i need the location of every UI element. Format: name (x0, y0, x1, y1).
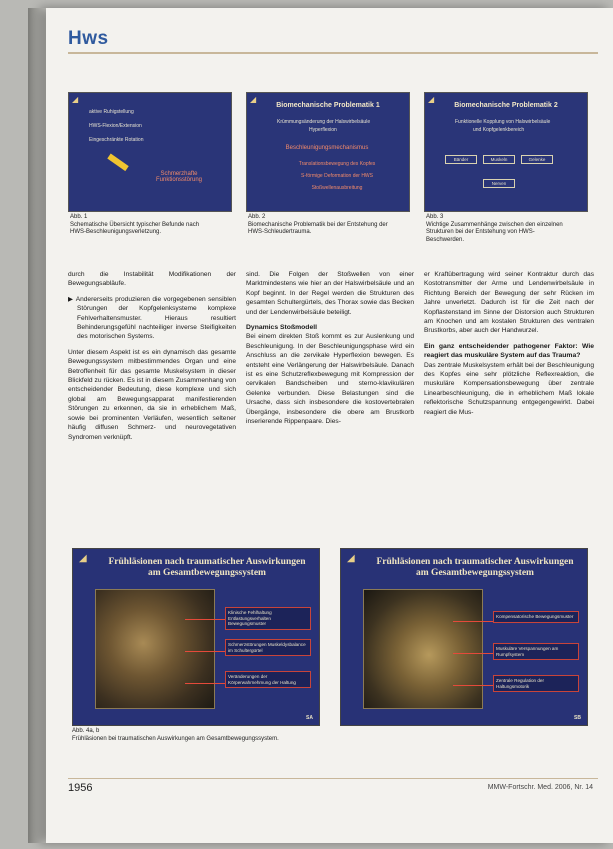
slide-logo-icon: ◢ (428, 95, 435, 104)
text-column-3 (424, 270, 594, 423)
car-crash-photo (363, 589, 483, 709)
text-column-1 (68, 270, 236, 448)
paragraph: er Kraftübertragung wird seiner Kontraktur durch das Kostotransmitter der Arme und Lendenwirbelsäule in Richtung Bereich der Bewegung der sehr Rücken im Jahre unverletzt. Dadurch ist für die Zeit nach der Kopflastenstand im Sinne der Distorsion auch Strukturen am Knochen und am kostalen Strukturen des ventralen Brustkorbs, aber auch der Handwurzel. (424, 271, 594, 335)
section-heading: Dynamics Stoßmodell (246, 324, 318, 332)
paragraph: Das zentrale Muskelsystem erhält bei der Beschleunigung des Kopfes eine sehr plötzliche Reflexreaktion, die muskuläre Kompensationsbewegung über zentrale Linearbeschleunigung, die in erheblichem Maß lokale reflektorische Schutzspannung entgegengewirkt. Dabei reagiert die Mus- (424, 361, 594, 416)
pointer-line (453, 685, 493, 686)
pointer-line (185, 683, 225, 684)
slide-node: Nerven (483, 179, 515, 188)
arrow-icon (107, 154, 128, 172)
annotation-box: Klinische Fehlhaltung Entlastungsverhalten Bewegungsmuster (225, 607, 311, 630)
pointer-line (453, 621, 493, 622)
slide-figure-1 (68, 92, 232, 212)
annotation-box: Muskuläre Verspannungen am Rumpfsystem (493, 643, 579, 660)
paragraph: durch die Instabilität Modifikationen der Bewegungsabläufe. (68, 271, 236, 288)
figure-caption-4: Abb. 4a, b Frühläsionen bei traumatischen Auswirkungen am Gesamtbewegungssystem. (72, 728, 279, 742)
paragraph: sind. Die Folgen der Stoßwellen von einer Marktmindestens wie hier an der Halswirbelsäule und an Kopf beginnt. In der Regel werden die Strukturen des gesamten Schultergürtels, des Thorax sowie das Becken und der Lendenwirbelsäule beteiligt. (246, 271, 414, 316)
slide-highlight-text: Schmerzhafte Funktionsstörung (155, 171, 203, 183)
header-rule (68, 52, 598, 54)
slide-title: Biomechanische Problematik 2 (454, 102, 558, 109)
slide-figure-2 (246, 92, 410, 212)
text-column-2 (246, 270, 414, 433)
figure-caption-2: Abb. 2 Biomechanische Problematik bei der Entstehung der HWS-Schleudertrauma. (248, 214, 388, 235)
slide-number: SB (574, 715, 581, 721)
paragraph: Unter diesem Aspekt ist es ein dynamisch das gesamte Bewegungssystem mitbestimmendes Organ und eine Betroffenheit für das gesamte Muskelsystem in dieser Blickfeld zu rücken. Es ist in diesem Zusammenhang von entscheidender Bedeutung, diese komplexe und sich global am Bewegungsapparat manifestierenden Störungen zu erkennen, da sie in erheblichem Maß, sowie bei prominenten Verläufen, wesentlich seltener häufig diffusen Schmerz- und neurovegetativen Syndromen verknüpft. (68, 348, 236, 441)
slide-title: Frühläsionen nach traumatischer Auswirkungen am Gesamtbewegungssystem (108, 557, 306, 578)
journal-citation: MMW-Fortschr. Med. 2006, Nr. 14 (487, 784, 593, 791)
slide-line: und Kopfgelenkbereich (473, 127, 525, 133)
slide-title: Frühläsionen nach traumatischer Auswirkungen am Gesamtbewegungssystem (376, 557, 574, 578)
annotation-box: Kompensatorische Bewegungsmuster (493, 611, 579, 623)
slide-logo-icon: ◢ (79, 553, 87, 564)
slide-figure-3 (424, 92, 588, 212)
pointer-line (185, 619, 225, 620)
slide-red-line: Translationsbewegung des Kopfes (298, 161, 376, 167)
annotation-box: Zentrale Regulation der Haltungsmotorik (493, 675, 579, 692)
slide-figure-4b (340, 548, 588, 726)
figure-caption-1: Abb. 1 Schematische Übersicht typischer Befunde nach HWS-Beschleunigungsverletzung. (70, 214, 200, 235)
slide-title: Biomechanische Problematik 1 (276, 102, 380, 109)
slide-line: aktive Ruhigstellung (89, 109, 134, 115)
annotation-box: Schmerzstörungen Muskeldysbalance im Schultergürtel (225, 639, 311, 656)
section-heading: Ein ganz entscheidender pathogener Faktor: Wie reagiert das muskuläre System auf das Trauma? (424, 342, 594, 360)
slide-line: Funktionelle Kopplung von Halswirbelsäule (455, 119, 551, 125)
car-crash-photo (95, 589, 215, 709)
annotation-box: Veränderungen der Körperwahrnehmung der Haltung (225, 671, 311, 688)
slide-logo-icon: ◢ (250, 95, 257, 104)
slide-red-line: S-förmige Deformation der HWS (301, 173, 373, 179)
footer-rule (68, 778, 598, 779)
slide-node: Bänder (445, 155, 477, 164)
slide-line: Krümmungsänderung der Halswirbelsäule (277, 119, 371, 125)
slide-red-line: Beschleunigungsmechanismus (285, 145, 369, 151)
pointer-line (453, 653, 493, 654)
slide-line: Hyperflexion (309, 127, 337, 133)
bullet-paragraph: ▶ Andererseits produzieren die vorgegebenen sensiblen Störungen der Kopfgelenksysteme komplexe Fehlverhaltensmuster. Hieraus resultiert Behinderungsgefühl nachteiliger inverse Steifigkeiten des motorischen Systems. (68, 295, 236, 341)
journal-logo: Hws (68, 28, 109, 49)
pointer-line (185, 651, 225, 652)
document-page (46, 8, 613, 843)
paragraph: Bei einem direkten Stoß kommt es zur Auslenkung und Beschleunigung. In der Beschleunigungsphase wird ein Anschluss an die zervikale Hyperflexion bewegen. Es entsteht eine Verlängerung der Halswirbelsäule. Danach ist es eine Schutzreflexbewegung mit Kompression der cervikalen Bandscheiben und sterno-klavikulären Gelenke verbunden. Diese Belastungen sind die Ursache, dass sich insbesondere die kostovertebralen Übergänge, insbesondere die obere am Brustkorb inserierende Rippenpaare. Dies- (246, 333, 414, 426)
slide-red-line: Stoßwellenausbreitung (311, 185, 363, 191)
bullet-text: Andererseits produzieren die vorgegebenen sensiblen Störungen der Kopfgelenksysteme komplexe Fehlverhaltensmuster. Hieraus resultiert Behinderungsgefühl nachteiliger inverse Steifigkeiten des motorischen Systems. (75, 295, 236, 341)
page-binding-shadow (28, 8, 46, 843)
figure-caption-3: Abb. 3 Wichtige Zusammenhänge zwischen den einzelnen Strukturen bei der Entstehung von HWS- Beschwerden. (426, 214, 563, 243)
slide-node: Muskeln (483, 155, 515, 164)
slide-logo-icon: ◢ (347, 553, 355, 564)
slide-node: Gelenke (521, 155, 553, 164)
slide-figure-4a (72, 548, 320, 726)
slide-logo-icon: ◢ (72, 95, 79, 104)
page-number: 1956 (68, 782, 93, 794)
slide-line: Eingeschränkte Rotation (89, 137, 144, 143)
slide-number: SA (306, 715, 313, 721)
slide-line: HWS-Flexion/Extension (89, 123, 142, 129)
